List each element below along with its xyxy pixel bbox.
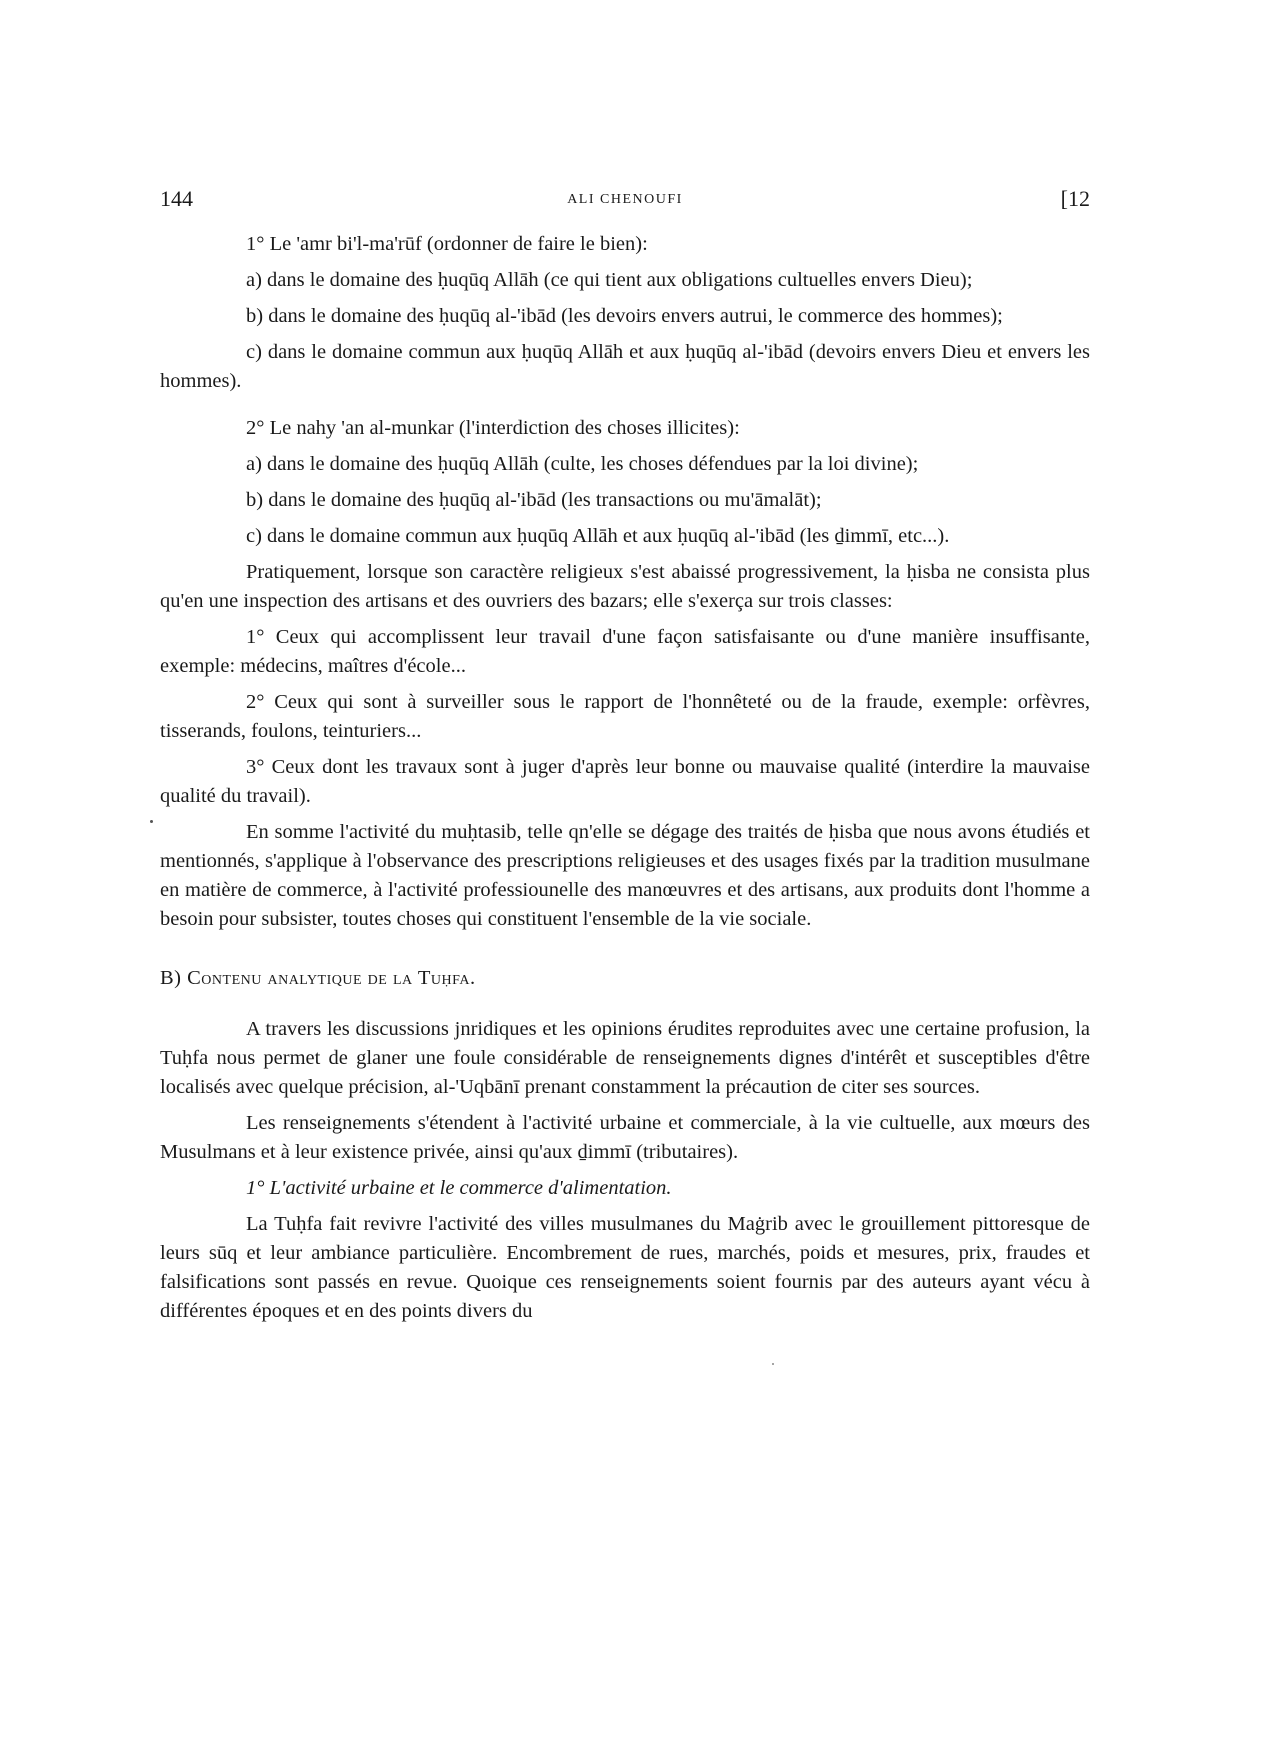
body-text: [160, 230, 1090, 1333]
section-ref: [12: [1060, 186, 1090, 211]
subsection-heading: 1° L'activité urbaine et le commerce d'alimentation.: [246, 1177, 672, 1199]
paragraph: a) dans le domaine des ḥuqūq Allāh (ce qui tient aux obligations cultuelles envers Dieu);: [246, 269, 973, 291]
paragraph: 2° Le nahy 'an al-munkar (l'interdiction des choses illicites):: [246, 417, 740, 439]
paragraph: 1° Ceux qui accomplissent leur travail d'une façon satisfaisante ou d'une manière insuffisante, exemple: médecins, maîtres d'école...: [160, 626, 1090, 677]
running-title: ALI CHENOUFI: [567, 192, 683, 207]
margin-speck: [150, 820, 153, 823]
paragraph: c) dans le domaine commun aux ḥuqūq Allāh et aux ḥuqūq al-'ibād (devoirs envers Dieu et envers les hommes).: [160, 341, 1090, 392]
paragraph: En somme l'activité du muḥtasib, telle qn'elle se dégage des traités de ḥisba que nous avons étudiés et mentionnés, s'applique à l'observance des prescriptions religieuses et des usages fixés par la tradition musulmane en matière de commerce, à l'activité professiounelle des manœuvres et des artisans, aux produits dont l'homme a besoin pour subsister, toutes choses qui constituent l'ensemble de la vie sociale.: [160, 821, 1090, 930]
paragraph: b) dans le domaine des ḥuqūq al-'ibād (les devoirs envers autrui, le commerce des hommes);: [246, 305, 1003, 327]
paragraph: Pratiquement, lorsque son caractère religieux s'est abaissé progressivement, la ḥisba ne consista plus qu'en une inspection des artisans et des ouvriers des bazars; elle s'exerça sur trois classes:: [160, 561, 1090, 612]
paragraph: La Tuḥfa fait revivre l'activité des villes musulmanes du Maġrib avec le grouillement pittoresque de leurs sūq et leur ambiance particulière. Encombrement de rues, marchés, poids et mesures, prix, fraudes et falsifications sont passés en revue. Quoique ces renseignements soient fournis par des auteurs ayant vécu à différentes époques et en des points divers du: [160, 1213, 1090, 1322]
paragraph: 1° Le 'amr bi'l-ma'rūf (ordonner de faire le bien):: [246, 233, 648, 255]
running-header: [160, 186, 1090, 216]
paragraph: c) dans le domaine commun aux ḥuqūq Allāh et aux ḥuqūq al-'ibād (les ḏimmī, etc...).: [246, 525, 950, 547]
paragraph: 3° Ceux dont les travaux sont à juger d'après leur bonne ou mauvaise qualité (interdire la mauvaise qualité du travail).: [160, 756, 1090, 807]
paragraph: a) dans le domaine des ḥuqūq Allāh (culte, les choses défendues par la loi divine);: [246, 453, 919, 475]
paragraph: Les renseignements s'étendent à l'activité urbaine et commerciale, à la vie cultuelle, aux mœurs des Musulmans et à leur existence privée, ainsi qu'aux ḏimmī (tributaires).: [160, 1112, 1090, 1163]
section-heading: B) Contenu analytique de la Tuḥfa.: [160, 967, 476, 989]
paragraph: A travers les discussions jnridiques et les opinions érudites reproduites avec une certaine profusion, la Tuḥfa nous permet de glaner une foule considérable de renseignements dignes d'intérêt et susceptibles d'être localisés avec quelque précision, al-'Uqbānī prenant constamment la précaution de citer ses sources.: [160, 1018, 1090, 1098]
page-number: 144: [160, 186, 193, 211]
paragraph: b) dans le domaine des ḥuqūq al-'ibād (les transactions ou mu'āmalāt);: [246, 489, 822, 511]
paragraph: 2° Ceux qui sont à surveiller sous le rapport de l'honnêteté ou de la fraude, exemple: orfèvres, tisserands, foulons, teinturiers...: [160, 691, 1090, 742]
margin-speck: [772, 1363, 774, 1365]
